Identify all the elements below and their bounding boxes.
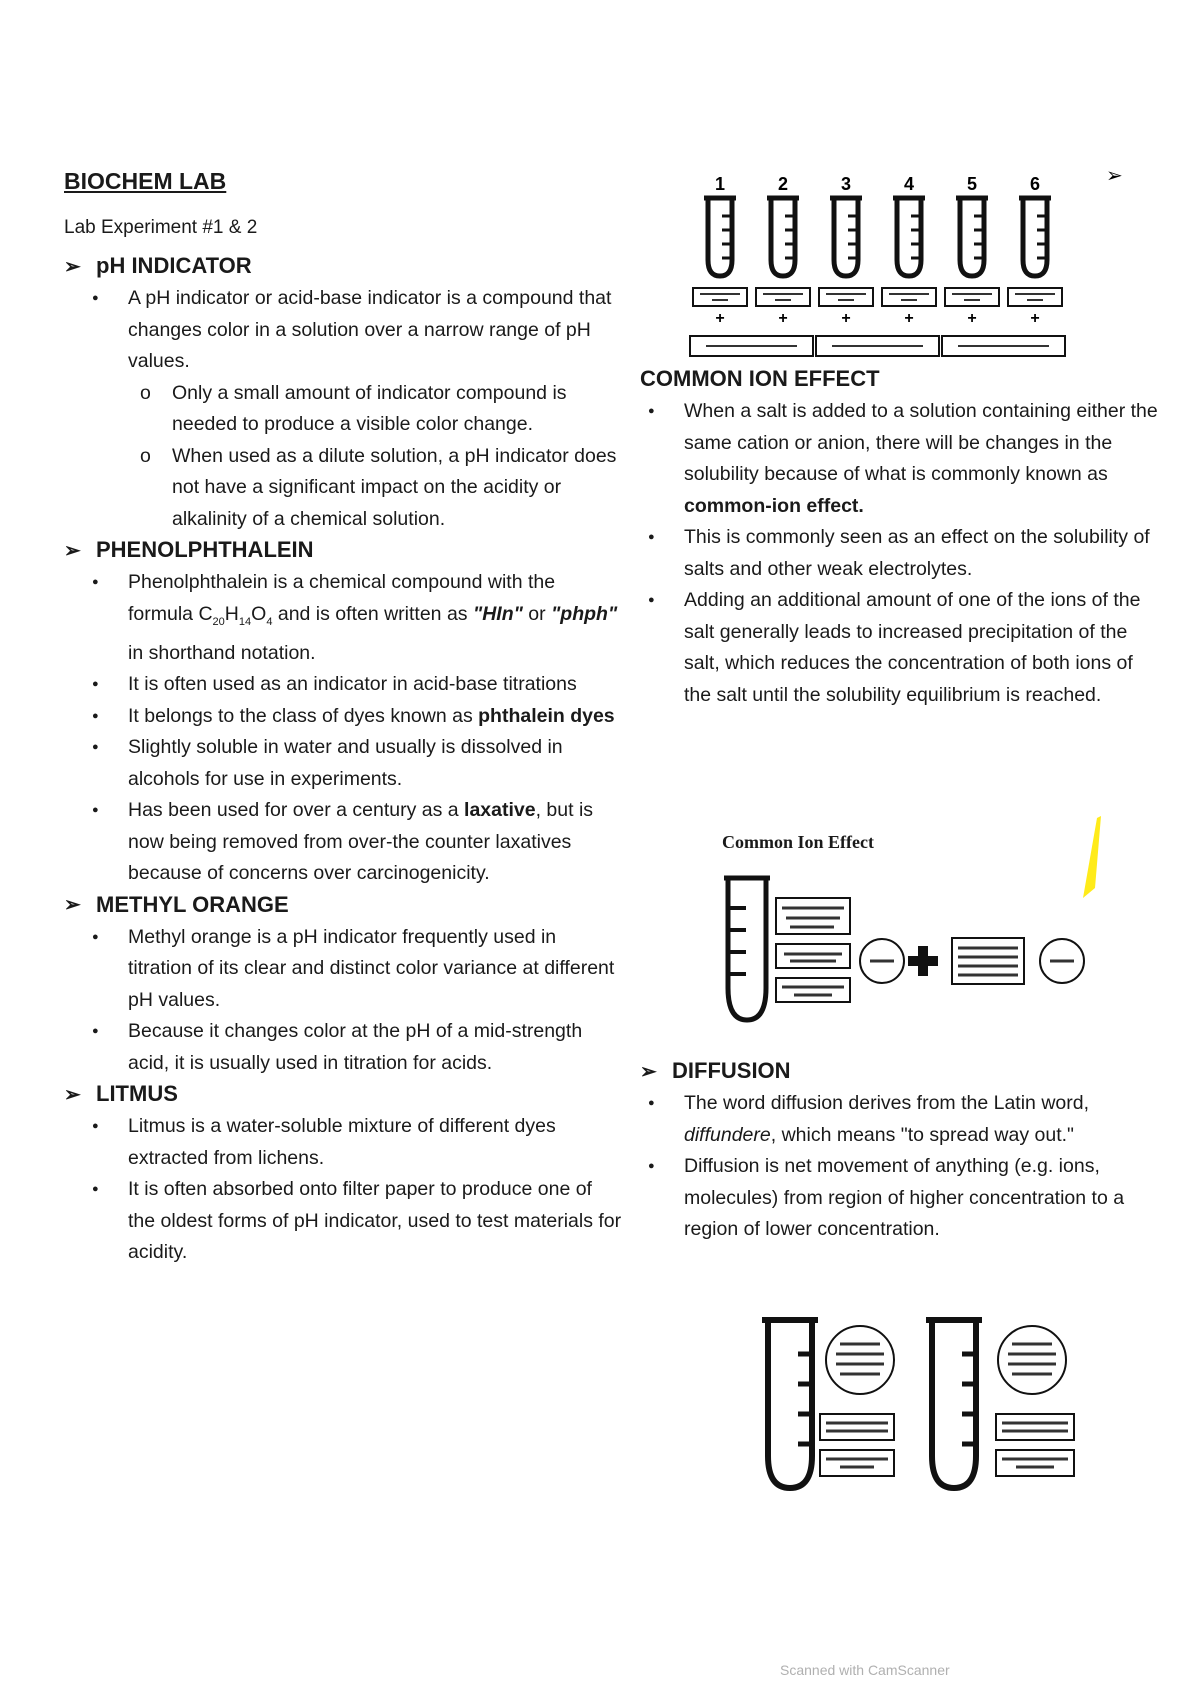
plus-icon: +	[778, 310, 788, 327]
sub-list-item: o When used as a dilute solution, a pH indicator does not have a significant impact on the acidity or alkalinity of a chemical solution.	[128, 441, 624, 536]
label-box	[819, 288, 873, 306]
label-box	[996, 1450, 1074, 1476]
list-item: ● Because it changes color at the pH of a mid-strength acid, it is usually used in titration for acids.	[64, 1016, 624, 1079]
section-heading: LITMUS	[96, 1081, 178, 1107]
plus-icon: +	[715, 310, 725, 327]
test-tube-icon	[960, 198, 984, 276]
note-circle	[826, 1326, 894, 1394]
arrow-bullet-icon: ➢	[64, 539, 81, 562]
tube-number: 5	[966, 174, 978, 194]
label-box	[756, 288, 810, 306]
diffusion-figure	[760, 1310, 1090, 1496]
section-heading-common-ion: COMMON ION EFFECT	[640, 366, 880, 391]
figure-caption: Common Ion Effect	[722, 832, 874, 852]
label-box	[882, 288, 936, 306]
test-tubes-figure	[670, 165, 1123, 364]
test-tube-icon	[762, 1320, 818, 1488]
section-diffusion	[640, 1058, 1160, 1084]
section-heading: DIFFUSION	[672, 1058, 791, 1083]
list-item: ● It is often used as an indicator in acid-base titrations	[64, 669, 624, 701]
test-tube-icon	[728, 878, 766, 1020]
list-item: ● It belongs to the class of dyes known as phthalein dyes	[64, 701, 624, 733]
test-tube-icon	[771, 198, 795, 276]
plus-icon	[908, 946, 938, 976]
list-item: ● Adding an additional amount of one of the ions of the salt generally leads to increased precipitation of the salt, which reduces the concentration of both ions of the salt until the solubility equilibrium is reached.	[640, 585, 1160, 711]
list-item: ● Has been used for over a century as a laxative, but is now being removed from over-the counter laxatives because of concerns over carcinogenicity.	[64, 795, 624, 890]
tube-number: 1	[714, 174, 726, 194]
tube-number: 2	[777, 174, 789, 194]
arrow-bullet-icon: ➢	[1106, 165, 1123, 187]
common-ion-figure	[720, 858, 1100, 1028]
list-item: ● This is commonly seen as an effect on the solubility of salts and other weak electrolytes.	[640, 522, 1160, 585]
section-litmus	[64, 1081, 624, 1107]
label-box	[776, 898, 850, 934]
page-subtitle: Lab Experiment #1 & 2	[64, 217, 258, 238]
list-item: ● The word diffusion derives from the Latin word, diffundere, which means "to spread way out."	[640, 1088, 1160, 1151]
section-methyl-orange	[64, 892, 624, 918]
plus-icon: +	[1030, 310, 1040, 327]
right-column	[640, 366, 1160, 713]
bullet-text: A pH indicator or acid-base indicator is a compound that changes color in a solution over a narrow range of pH values.	[128, 287, 612, 372]
highlighter-mark	[1083, 816, 1101, 898]
section-heading: pH INDICATOR	[96, 253, 252, 278]
section-ph-indicator	[64, 253, 624, 279]
label-box	[996, 1414, 1074, 1440]
label-box	[820, 1450, 894, 1476]
arrow-bullet-icon: ➢	[64, 255, 81, 278]
note-circle	[998, 1326, 1066, 1394]
bullet-text: Phenolphthalein is a chemical compound with the formula	[128, 571, 556, 625]
label-box	[952, 938, 1024, 984]
arrow-bullet-icon: ➢	[64, 894, 81, 917]
list-item: ● When a salt is added to a solution containing either the same cation or anion, there will be changes in the solubility because of what is commonly known as common-ion effect.	[640, 396, 1160, 522]
label-box	[820, 1414, 894, 1440]
section-heading: PHENOLPHTHALEIN	[96, 537, 314, 562]
list-item: ● Diffusion is net movement of anything (e.g. ions, molecules) from region of higher concentration to a region of lower concentration.	[640, 1151, 1160, 1246]
plus-icon: +	[841, 310, 851, 327]
plus-icon: +	[967, 310, 977, 327]
tube-number: 3	[840, 174, 852, 194]
plus-icon: +	[904, 310, 914, 327]
list-item	[64, 283, 624, 535]
list-item: ● Litmus is a water-soluble mixture of different dyes extracted from lichens.	[64, 1111, 624, 1174]
left-column	[64, 168, 624, 1271]
label-box	[693, 288, 747, 306]
test-tube-icon	[926, 1320, 982, 1488]
label-box	[776, 978, 850, 1002]
tube-graduation-marks	[730, 908, 746, 974]
section-heading: METHYL ORANGE	[96, 891, 289, 917]
label-box	[945, 288, 999, 306]
section-phenolphthalein	[64, 537, 624, 563]
list-item: ● Phenolphthalein is a chemical compound with the formula $C_{20}H_{14}O_4$ and is often written as "HIn" or "phph" in shorthand notation.	[64, 567, 624, 669]
test-tube-icon	[708, 198, 732, 276]
arrow-bullet-icon: ➢	[64, 1083, 81, 1106]
test-tube-icon	[834, 198, 858, 276]
tube-number: 6	[1029, 174, 1041, 194]
label-box	[1008, 288, 1062, 306]
page-title: BIOCHEM LAB	[64, 168, 227, 194]
list-item: ● It is often absorbed onto filter paper to produce one of the oldest forms of pH indicator, used to test materials for acidity.	[64, 1174, 624, 1269]
arrow-bullet-icon: ➢	[640, 1060, 657, 1083]
sub-list-item: o Only a small amount of indicator compound is needed to produce a visible color change.	[128, 378, 624, 441]
test-tube-icon	[897, 198, 921, 276]
list-item: ● Slightly soluble in water and usually is dissolved in alcohols for use in experiments.	[64, 732, 624, 795]
list-item: ● Methyl orange is a pH indicator frequently used in titration of its clear and distinct color variance at different pH values.	[64, 922, 624, 1017]
scanner-watermark: Scanned with CamScanner	[780, 1662, 950, 1678]
tube-number: 4	[903, 174, 915, 194]
chemical-formula: $C_{20}H_{14}O_4$	[198, 602, 273, 628]
label-box	[776, 944, 850, 968]
diffusion-section	[640, 1058, 1160, 1248]
test-tube-icon	[1023, 198, 1047, 276]
